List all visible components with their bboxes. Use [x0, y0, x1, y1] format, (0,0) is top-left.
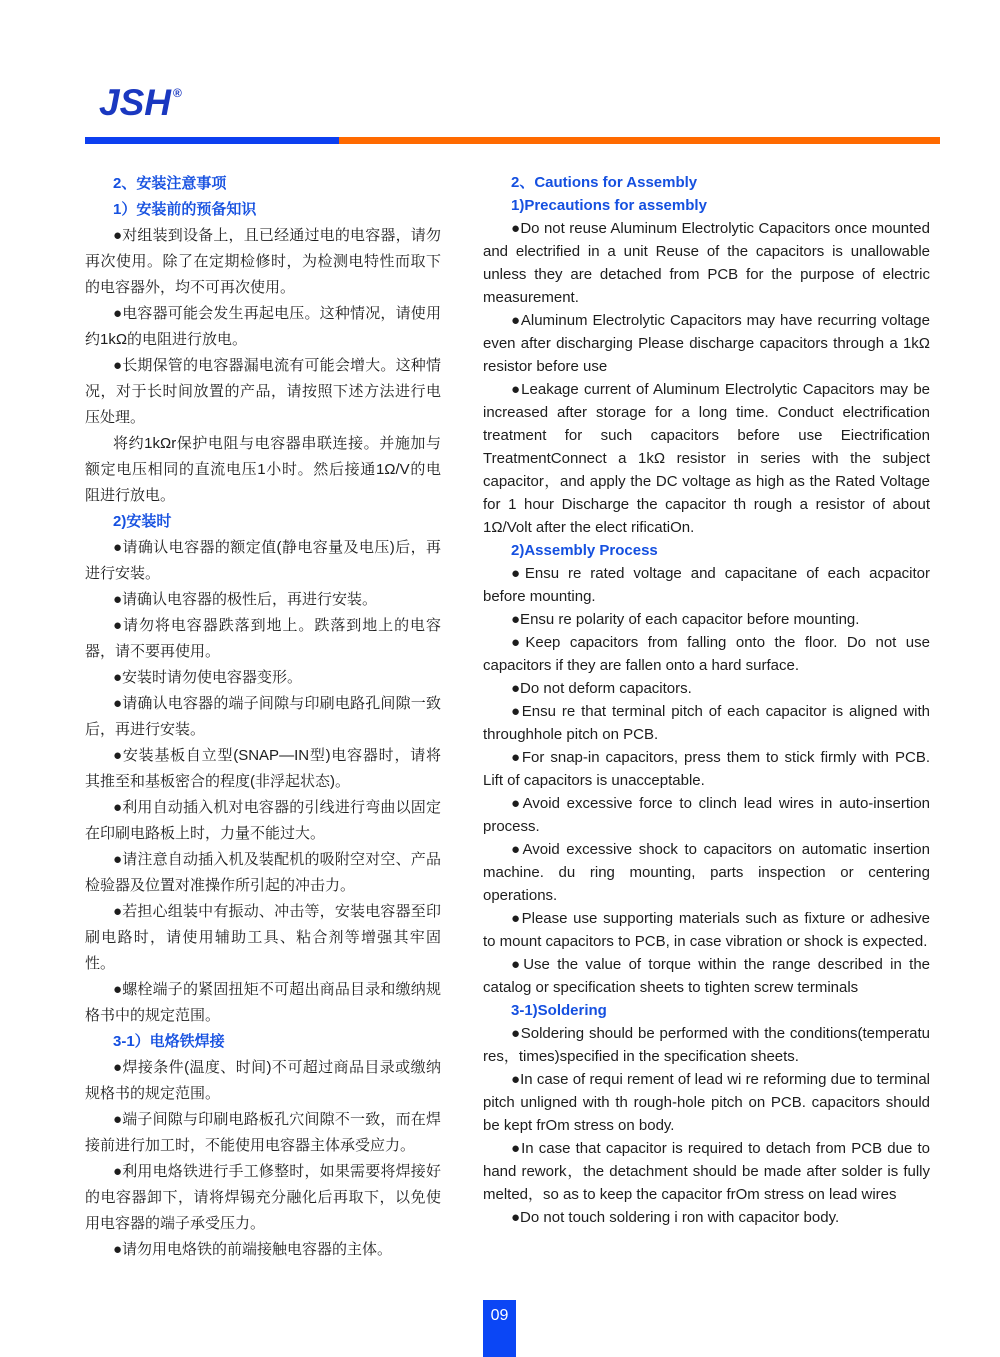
paragraph: ●Leakage current of Aluminum Electrolytic Capacitors may be increased after storage for a long time. Conduct electrification treatment for such capacitors before use Eiectrification TreatmentConnect a 1kΩ resistor in series with the subject capacitor，and apply the DC voltage as high as the Rated Voltage for 1 hour Discharge the capacitor th rough a resistor of about 1Ω/Volt after the elect rificatiOn. — [483, 381, 930, 536]
paragraph: ●请注意自动插入机及装配机的吸附空对空、产品检验器及位置对准操作所引起的冲击力。 — [85, 851, 441, 894]
paragraph: ●安装基板自立型(SNAP—IN型)电容器时，请将其推至和基板密合的程度(非浮起状态)。 — [85, 747, 441, 790]
paragraph: ●Do not reuse Aluminum Electrolytic Capacitors once mounted and electrified in a unit Reuse of the capacitors is unallowable unless they are detached from PCB for the purpose of electric measurement. — [483, 220, 930, 306]
paragraph: ●In case of requi rement of lead wi re reforming due to terminal pitch unligned with th rough-hole pitch on PCB. capacitors should be kept frOm stress on body. — [483, 1071, 930, 1134]
paragraph: ●请勿用电烙铁的前端接触电容器的主体。 — [113, 1241, 393, 1258]
right-section-heading-3: 3-1)Soldering — [511, 1002, 607, 1019]
paragraph: ●For snap-in capacitors, press them to stick firmly with PCB. Lift of capacitors is unacceptable. — [483, 749, 930, 789]
paragraph: ●Soldering should be performed with the conditions(temperatu res，times)specified in the specification sheets. — [483, 1025, 930, 1065]
paragraph: ●Do not deform capacitors. — [511, 680, 692, 697]
paragraph: ●对组装到设备上，且已经通过电的电容器，请勿再次使用。除了在定期检修时，为检测电特性而取下的电容器外，均不可再次使用。 — [85, 227, 441, 296]
jsh-logo — [99, 84, 182, 121]
paragraph: ●若担心组装中有振动、冲击等，安装电容器至印刷电路时，请使用辅助工具、粘合剂等增强其牢固性。 — [85, 903, 441, 972]
jsh-logo-text: JSH — [99, 82, 171, 123]
paragraph: ●In case that capacitor is required to detach from PCB due to hand rework，the detachment should be made after solder is fully melted，so as to keep the capacitor frOm stress on lead wires — [483, 1140, 930, 1203]
paragraph: 将约1kΩr保护电阻与电容器串联连接。并施加与额定电压相同的直流电压1小时。然后接通1Ω/V的电阻进行放电。 — [85, 435, 441, 504]
paragraph: ●Avoid excessive shock to capacitors on automatic insertion machine. du ring mounting, parts inspection or centering operations. — [483, 841, 930, 904]
paragraph: ●电容器可能会发生再起电压。这种情况，请使用约1kΩ的电阻进行放电。 — [85, 305, 441, 348]
paragraph: ●螺栓端子的紧固扭矩不可超出商品目录和缴纳规格书中的规定范围。 — [85, 981, 441, 1024]
paragraph: ●请勿将电容器跌落到地上。跌落到地上的电容器，请不要再使用。 — [85, 617, 441, 660]
right-column-title: 2、Cautions for Assembly — [511, 174, 698, 191]
paragraph: ●Ensu re rated voltage and capacitane of each acpacitor before mounting. — [483, 565, 930, 605]
paragraph: ●Avoid excessive force to clinch lead wires in auto-insertion process. — [483, 795, 930, 835]
right-section-heading-1: 1)Precautions for assembly — [511, 197, 707, 214]
paragraph: ●Aluminum Electrolytic Capacitors may have recurring voltage even after discharging Please discharge capacitors through a 1kΩ resistor before use — [483, 312, 930, 375]
paragraph: ●Ensu re polarity of each capacitor before mounting. — [511, 611, 860, 628]
two-column-body — [85, 171, 930, 1263]
page-number-badge: 09 — [483, 1300, 516, 1357]
left-section-heading-3: 3-1）电烙铁焊接 — [113, 1033, 225, 1050]
left-section-heading-2: 2)安装时 — [113, 513, 172, 530]
paragraph: ●Do not touch soldering i ron with capacitor body. — [511, 1209, 840, 1226]
paragraph: ●Use the value of torque within the range described in the catalog or specification sheets to tighten screw terminals — [483, 956, 930, 996]
paragraph: ●长期保管的电容器漏电流有可能会增大。这种情况，对于长时间放置的产品，请按照下述方法进行电压处理。 — [85, 357, 441, 426]
left-column-title: 2、安装注意事项 — [113, 175, 227, 192]
paragraph: ●请确认电容器的极性后，再进行安装。 — [113, 591, 378, 608]
paragraph: ●Keep capacitors from falling onto the floor. Do not use capacitors if they are fallen onto a hard surface. — [483, 634, 930, 674]
registered-trademark-icon: ® — [172, 86, 182, 100]
right-section-heading-2: 2)Assembly Process — [511, 542, 658, 559]
paragraph: ●Ensu re that terminal pitch of each capacitor is aligned with throughhole pitch on PCB. — [483, 703, 930, 743]
paragraph: ●安装时请勿使电容器变形。 — [113, 669, 303, 686]
paragraph: ●请确认电容器的端子间隙与印刷电路孔间隙一致后，再进行安装。 — [85, 695, 441, 738]
right-column-english — [483, 171, 930, 1263]
left-column-chinese — [85, 171, 441, 1263]
paragraph: ●焊接条件(温度、时间)不可超过商品目录或缴纳规格书的规定范围。 — [85, 1059, 441, 1102]
header-divider-blue-segment — [85, 137, 339, 144]
left-section-heading-1: 1）安装前的预备知识 — [113, 201, 257, 218]
paragraph: ●请确认电容器的额定值(静电容量及电压)后，再进行安装。 — [85, 539, 441, 582]
paragraph: ●Please use supporting materials such as fixture or adhesive to mount capacitors to PCB, in case vibration or shock is expected. — [483, 910, 930, 950]
paragraph: ●端子间隙与印刷电路板孔穴间隙不一致，而在焊接前进行加工时，不能使用电容器主体承受应力。 — [85, 1111, 441, 1154]
header-divider-orange-segment — [339, 137, 940, 144]
header-divider — [85, 137, 940, 144]
paragraph: ●利用电烙铁进行手工修整时，如果需要将焊接好的电容器卸下，请将焊锡充分融化后再取下，以免使用电容器的端子承受压力。 — [85, 1163, 441, 1232]
paragraph: ●利用自动插入机对电容器的引线进行弯曲以固定在印刷电路板上时，力量不能过大。 — [85, 799, 441, 842]
